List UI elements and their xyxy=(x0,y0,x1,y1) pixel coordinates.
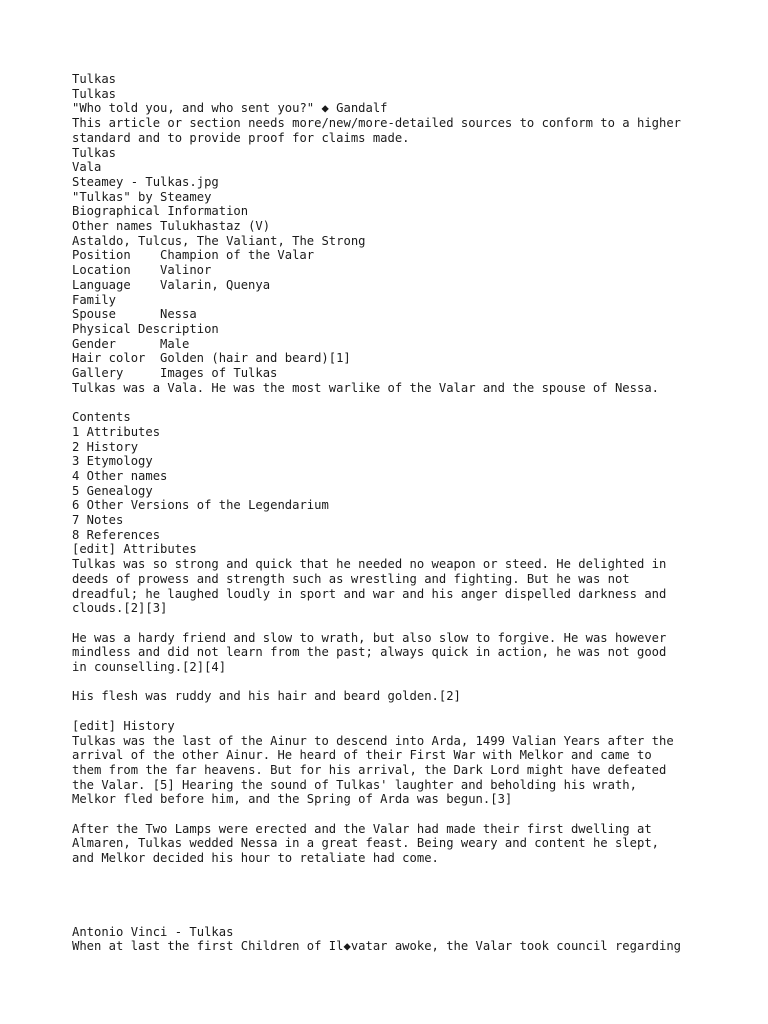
paragraph xyxy=(72,631,752,675)
contents-heading: Contents xyxy=(72,410,131,425)
quote: "Who told you, and who sent you?" ◆ Gandalf xyxy=(72,101,388,116)
infobox-field-label: Hair color xyxy=(72,351,146,366)
infobox-field-row xyxy=(72,278,752,293)
paragraph xyxy=(72,689,752,704)
paragraph-line: deeds of prowess and strength such as wrestling and fighting. But he was not xyxy=(72,571,630,586)
paragraph xyxy=(72,557,752,616)
contents-list xyxy=(72,425,752,543)
spacer xyxy=(72,895,752,910)
infobox-image-file: Steamey - Tulkas.jpg xyxy=(72,174,219,189)
paragraph-line: His flesh was ruddy and his hair and beard golden.[2] xyxy=(72,689,461,704)
paragraph-line: them from the far heavens. But for his arrival, the Dark Lord might have defeated xyxy=(72,762,667,777)
paragraph-line: Melkor fled before him, and the Spring of Arda was begun.[3] xyxy=(72,792,513,807)
spacer xyxy=(72,866,752,881)
paragraph-line: clouds.[2][3] xyxy=(72,601,168,616)
contents-item: 5 Genealogy xyxy=(72,483,153,498)
notice-line: This article or section needs more/new/more-detailed sources to conform to a higher xyxy=(72,116,682,131)
infobox-other-names: Other names Tulukhastaz (V) xyxy=(72,219,271,234)
paragraph-line: Tulkas was so strong and quick that he needed no weapon or steed. He delighted in xyxy=(72,557,667,572)
article-title: Tulkas xyxy=(72,86,117,101)
infobox-physical-heading: Physical Description xyxy=(72,321,219,336)
infobox-image-caption: "Tulkas" by Steamey xyxy=(72,189,212,204)
paragraph-line: arrival of the other Ainur. He heard of their First War with Melkor and came to xyxy=(72,748,652,763)
spacer xyxy=(72,910,752,925)
infobox-field-row xyxy=(72,337,752,352)
infobox-field-label: Gallery xyxy=(72,366,124,381)
paragraph xyxy=(72,822,752,866)
contents-item: 1 Attributes xyxy=(72,424,161,439)
infobox-field-row xyxy=(72,263,752,278)
infobox-field-value: Golden (hair and beard)[1] xyxy=(160,351,351,366)
infobox-fields xyxy=(72,337,752,381)
paragraph-line: After the Two Lamps were erected and the Valar had made their first dwelling at xyxy=(72,821,652,836)
notice-line: standard and to provide proof for claims made. xyxy=(72,130,410,145)
infobox-field-label: Spouse xyxy=(72,307,117,322)
infobox-other-names-more: Astaldo, Tulcus, The Valiant, The Strong xyxy=(72,233,366,248)
infobox-field-label: Location xyxy=(72,263,131,278)
spacer xyxy=(72,675,752,690)
contents-item: 4 Other names xyxy=(72,468,168,483)
paragraph-line: Tulkas was the last of the Ainur to descend into Arda, 1499 Valian Years after the xyxy=(72,733,674,748)
infobox-field-row xyxy=(72,307,752,322)
contents-item: 6 Other Versions of the Legendarium xyxy=(72,498,329,513)
infobox-field-value: Male xyxy=(160,336,190,351)
infobox-bio-heading: Biographical Information xyxy=(72,204,249,219)
paragraph-line: the Valar. [5] Hearing the sound of Tulkas' laughter and beholding his wrath, xyxy=(72,777,637,792)
contents-item: 2 History xyxy=(72,439,139,454)
spacer xyxy=(72,395,752,410)
paragraph-line: He was a hardy friend and slow to wrath, but also slow to forgive. He was however xyxy=(72,630,667,645)
infobox-field-value: Champion of the Valar xyxy=(160,248,315,263)
paragraph-start: When at last the first Children of Il◆vatar awoke, the Valar took council regarding xyxy=(72,939,682,954)
infobox-race: Vala xyxy=(72,160,102,175)
paragraph xyxy=(72,734,752,808)
infobox-field-value: Images of Tulkas xyxy=(160,366,278,381)
section-heading-attributes: [edit] Attributes xyxy=(72,542,197,557)
infobox-field-value: Nessa xyxy=(160,307,197,322)
intro-paragraph: Tulkas was a Vala. He was the most warlike of the Valar and the spouse of Nessa. xyxy=(72,380,659,395)
infobox-field-value: Valinor xyxy=(160,263,212,278)
paragraph-line: in counselling.[2][4] xyxy=(72,660,227,675)
infobox-field-row xyxy=(72,366,752,381)
infobox-fields xyxy=(72,248,752,292)
spacer xyxy=(72,881,752,896)
infobox-field-label: Gender xyxy=(72,336,117,351)
infobox-family-heading: Family xyxy=(72,292,117,307)
infobox-field-label: Position xyxy=(72,248,131,263)
infobox-name: Tulkas xyxy=(72,145,117,160)
contents-item: 3 Etymology xyxy=(72,454,153,469)
paragraph-line: mindless and did not learn from the past; always quick in action, he was not good xyxy=(72,645,667,660)
paragraph-line: Almaren, Tulkas wedded Nessa in a great feast. Being weary and content he slept, xyxy=(72,836,659,851)
image-caption: Antonio Vinci - Tulkas xyxy=(72,924,234,939)
infobox-field-row xyxy=(72,351,752,366)
document-page xyxy=(72,72,752,954)
infobox-fields xyxy=(72,307,752,322)
paragraph-line: and Melkor decided his hour to retaliate had come. xyxy=(72,851,439,866)
spacer xyxy=(72,616,752,631)
spacer xyxy=(72,807,752,822)
contents-item: 7 Notes xyxy=(72,513,124,528)
infobox-field-value: Valarin, Quenya xyxy=(160,277,271,292)
spacer xyxy=(72,704,752,719)
paragraph-line: dreadful; he laughed loudly in sport and war and his anger dispelled darkness and xyxy=(72,586,667,601)
infobox-field-label: Language xyxy=(72,277,131,292)
page-title: Tulkas xyxy=(72,72,117,86)
section-heading-history: [edit] History xyxy=(72,718,175,733)
contents-item: 8 References xyxy=(72,527,161,542)
infobox-field-row xyxy=(72,248,752,263)
